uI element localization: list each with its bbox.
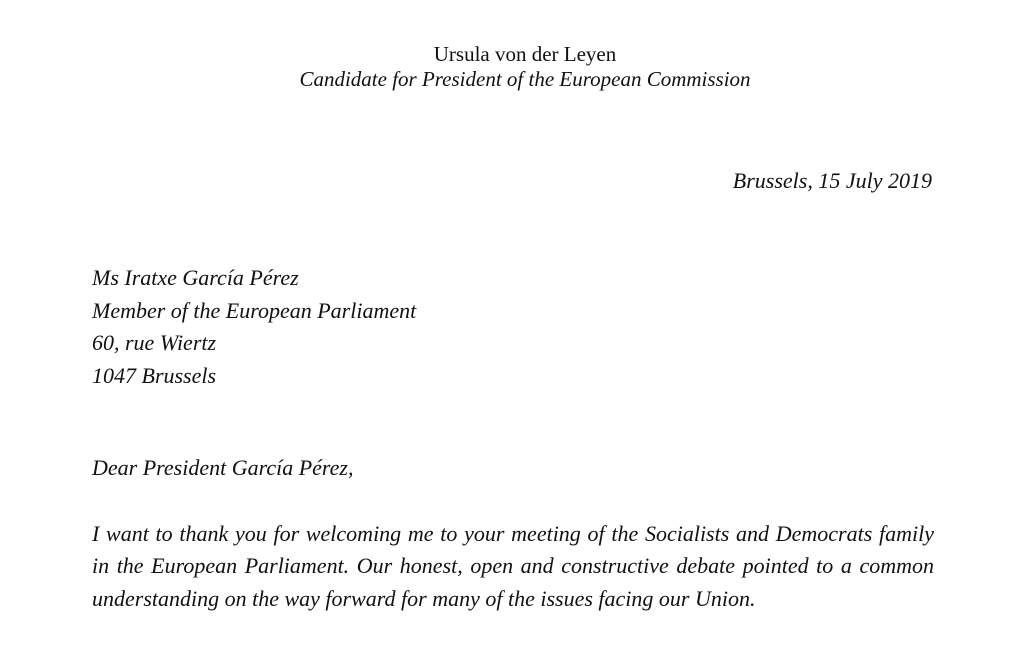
sender-name: Ursula von der Leyen [433, 42, 617, 66]
body-paragraph: I want to thank you for welcoming me to your meeting of the Socialists and Democrats family in the European Parliament. Our honest, open and constructive debate pointed to a common understanding on the way forward for many of the issues facing our Union. [92, 521, 934, 611]
recipient-address [92, 262, 416, 392]
letter-date: Brussels, 15 July 2019 [732, 168, 932, 193]
salutation: Dear President García Pérez, [92, 455, 354, 480]
recipient-name: Ms Iratxe García Pérez [92, 265, 299, 290]
recipient-city: 1047 Brussels [92, 362, 217, 388]
sender-title: Candidate for President of the European Commission [299, 67, 751, 91]
recipient-position: Member of the European Parliament [92, 297, 417, 323]
letterhead [0, 42, 1024, 92]
recipient-street: 60, rue Wiertz [92, 330, 217, 355]
